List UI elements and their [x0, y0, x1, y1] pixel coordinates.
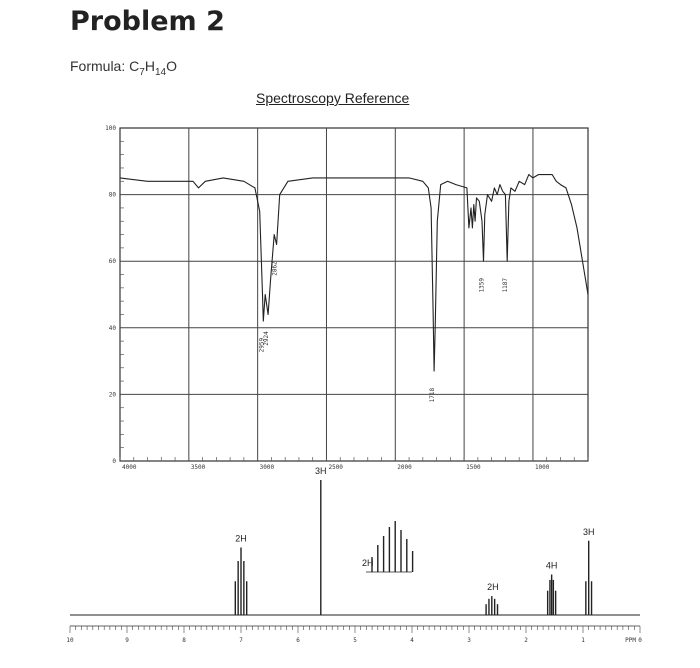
ir-peak-label: 1359 [478, 277, 486, 293]
ir-y-tick-label: 20 [108, 391, 116, 399]
nmr-x-tick-label: 3 [467, 637, 471, 644]
nmr-x-tick-label: 7 [239, 637, 243, 644]
ir-x-tick-label: 3000 [259, 464, 275, 471]
nmr-x-tick-label: 0 [638, 637, 642, 644]
formula-sub-h: 14 [154, 66, 167, 78]
nmr-x-tick-label: 5 [353, 637, 357, 644]
ir-x-tick-label: 1000 [534, 464, 550, 471]
nmr-x-tick-label: 1 [581, 637, 585, 644]
nmr-x-tick-label: 9 [125, 637, 129, 644]
formula-element-h: H [144, 58, 155, 74]
page-title: Problem 2 [70, 6, 225, 37]
ir-y-tick-label: 40 [108, 324, 116, 332]
ir-x-tick-label: 2500 [328, 464, 343, 471]
nmr-axis-unit: PPM [625, 637, 636, 644]
nmr-x-tick-label: 4 [410, 637, 414, 644]
ir-x-tick-label: 3500 [190, 464, 206, 471]
ir-peak-label: 2924 [263, 331, 271, 346]
ir-x-tick-label: 2000 [397, 464, 412, 471]
nmr-integration-label: 2H [487, 582, 499, 593]
ir-transmittance-line [120, 175, 588, 372]
ir-x-tick-label: 4000 [122, 464, 137, 471]
ir-y-tick-label: 60 [108, 258, 116, 266]
nmr-integration-label: 3H [582, 526, 595, 537]
nmr-x-tick-label: 6 [296, 637, 300, 644]
formula-element-c: C [129, 58, 140, 74]
ir-y-tick-label: 80 [108, 191, 116, 199]
ir-peak-label: 2959 [258, 337, 266, 353]
ir-y-tick-label: 100 [105, 125, 116, 132]
ir-peak-label: 1187 [502, 277, 510, 293]
ir-peak-label: 1718 [429, 387, 437, 403]
formula-prefix: Formula: [70, 58, 130, 74]
nmr-x-tick-label: 10 [66, 637, 74, 644]
nmr-inset-integration-label: 2H [362, 558, 374, 568]
nmr-x-tick-label: 2 [524, 637, 528, 644]
nmr-integration-label: 3H [315, 466, 327, 476]
spectroscopy-reference-title: Spectroscopy Reference [256, 90, 410, 106]
nmr-x-tick-label: 8 [182, 637, 186, 644]
ir-peak-label: 2862 [271, 261, 279, 276]
nmr-integration-label: 4H [545, 560, 558, 571]
nmr-integration-label: 2H [235, 533, 247, 544]
formula-element-o: O [166, 58, 177, 74]
ir-x-tick-label: 1500 [466, 464, 481, 471]
ir-y-tick-label: 0 [112, 458, 116, 465]
formula-sub-c: 7 [139, 66, 145, 78]
